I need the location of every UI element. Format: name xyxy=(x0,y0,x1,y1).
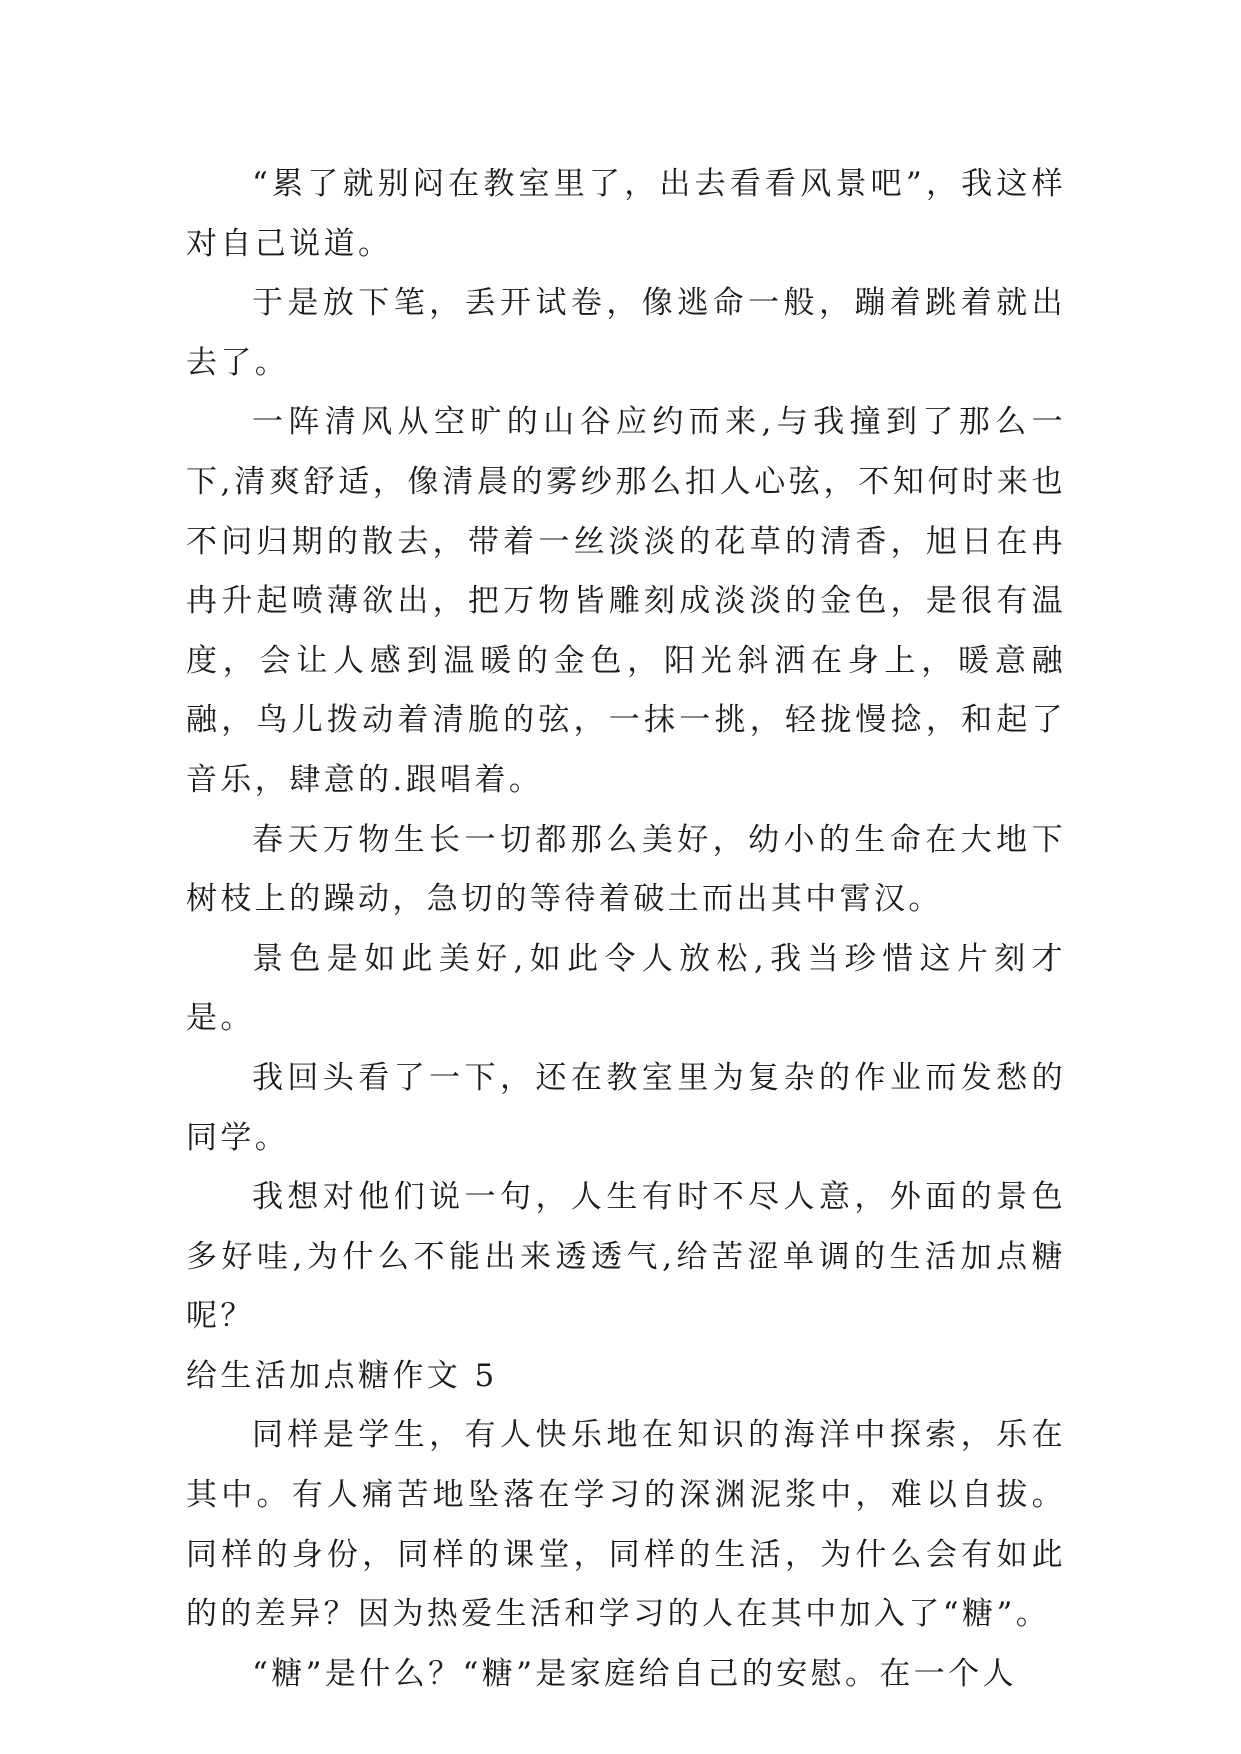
paragraph-6: 我回头看了一下，还在教室里为复杂的作业而发愁的同学。 xyxy=(186,1059,1066,1156)
section-heading: 给生活加点糖作文 5 xyxy=(186,1357,498,1394)
paragraph-1: “累了就别闷在教室里了，出去看看风景吧”，我这样对自己说道。 xyxy=(186,166,1066,262)
paragraph-8: 同样是学生，有人快乐地在知识的海洋中探索，乐在其中。有人痛苦地坠落在学习的深渊泥浆中，难以自拔。同样的身份，同样的课堂，同样的生活，为什么会有如此的的差异？因为热爱生活和学习的人在其中加入了“糖”。 xyxy=(186,1417,1066,1633)
paragraph-2: 于是放下笔，丢开试卷，像逃命一般，蹦着跳着就出去了。 xyxy=(186,285,1066,381)
paragraph-9: “糖”是什么？“糖”是家庭给自己的安慰。在一个人 xyxy=(252,1655,1017,1692)
paragraph-3: 一阵清风从空旷的山谷应约而来,与我撞到了那么一下,清爽舒适，像清晨的雾纱那么扣人心弦，不知何时来也不问归期的散去，带着一丝淡淡的花草的清香，旭日在冉冉升起喷薄欲出，把万物皆雕刻成淡淡的金色，是很有温度，会让人感到温暖的金色，阳光斜洒在身上，暖意融融，鸟儿拨动着清脆的弦，一抹一挑，轻拢慢捻，和起了音乐，肆意的.跟唱着。 xyxy=(186,404,1066,798)
document-body xyxy=(186,155,1066,1704)
paragraph-5: 景色是如此美好,如此令人放松,我当珍惜这片刻才是。 xyxy=(186,940,1066,1037)
paragraph-7: 我想对他们说一句，人生有时不尽人意，外面的景色多好哇,为什么不能出来透透气,给苦涩单调的生活加点糖呢？ xyxy=(186,1179,1066,1335)
paragraph-4: 春天万物生长一切都那么美好，幼小的生命在大地下树枝上的躁动，急切的等待着破土而出其中霄汉。 xyxy=(186,821,1066,918)
